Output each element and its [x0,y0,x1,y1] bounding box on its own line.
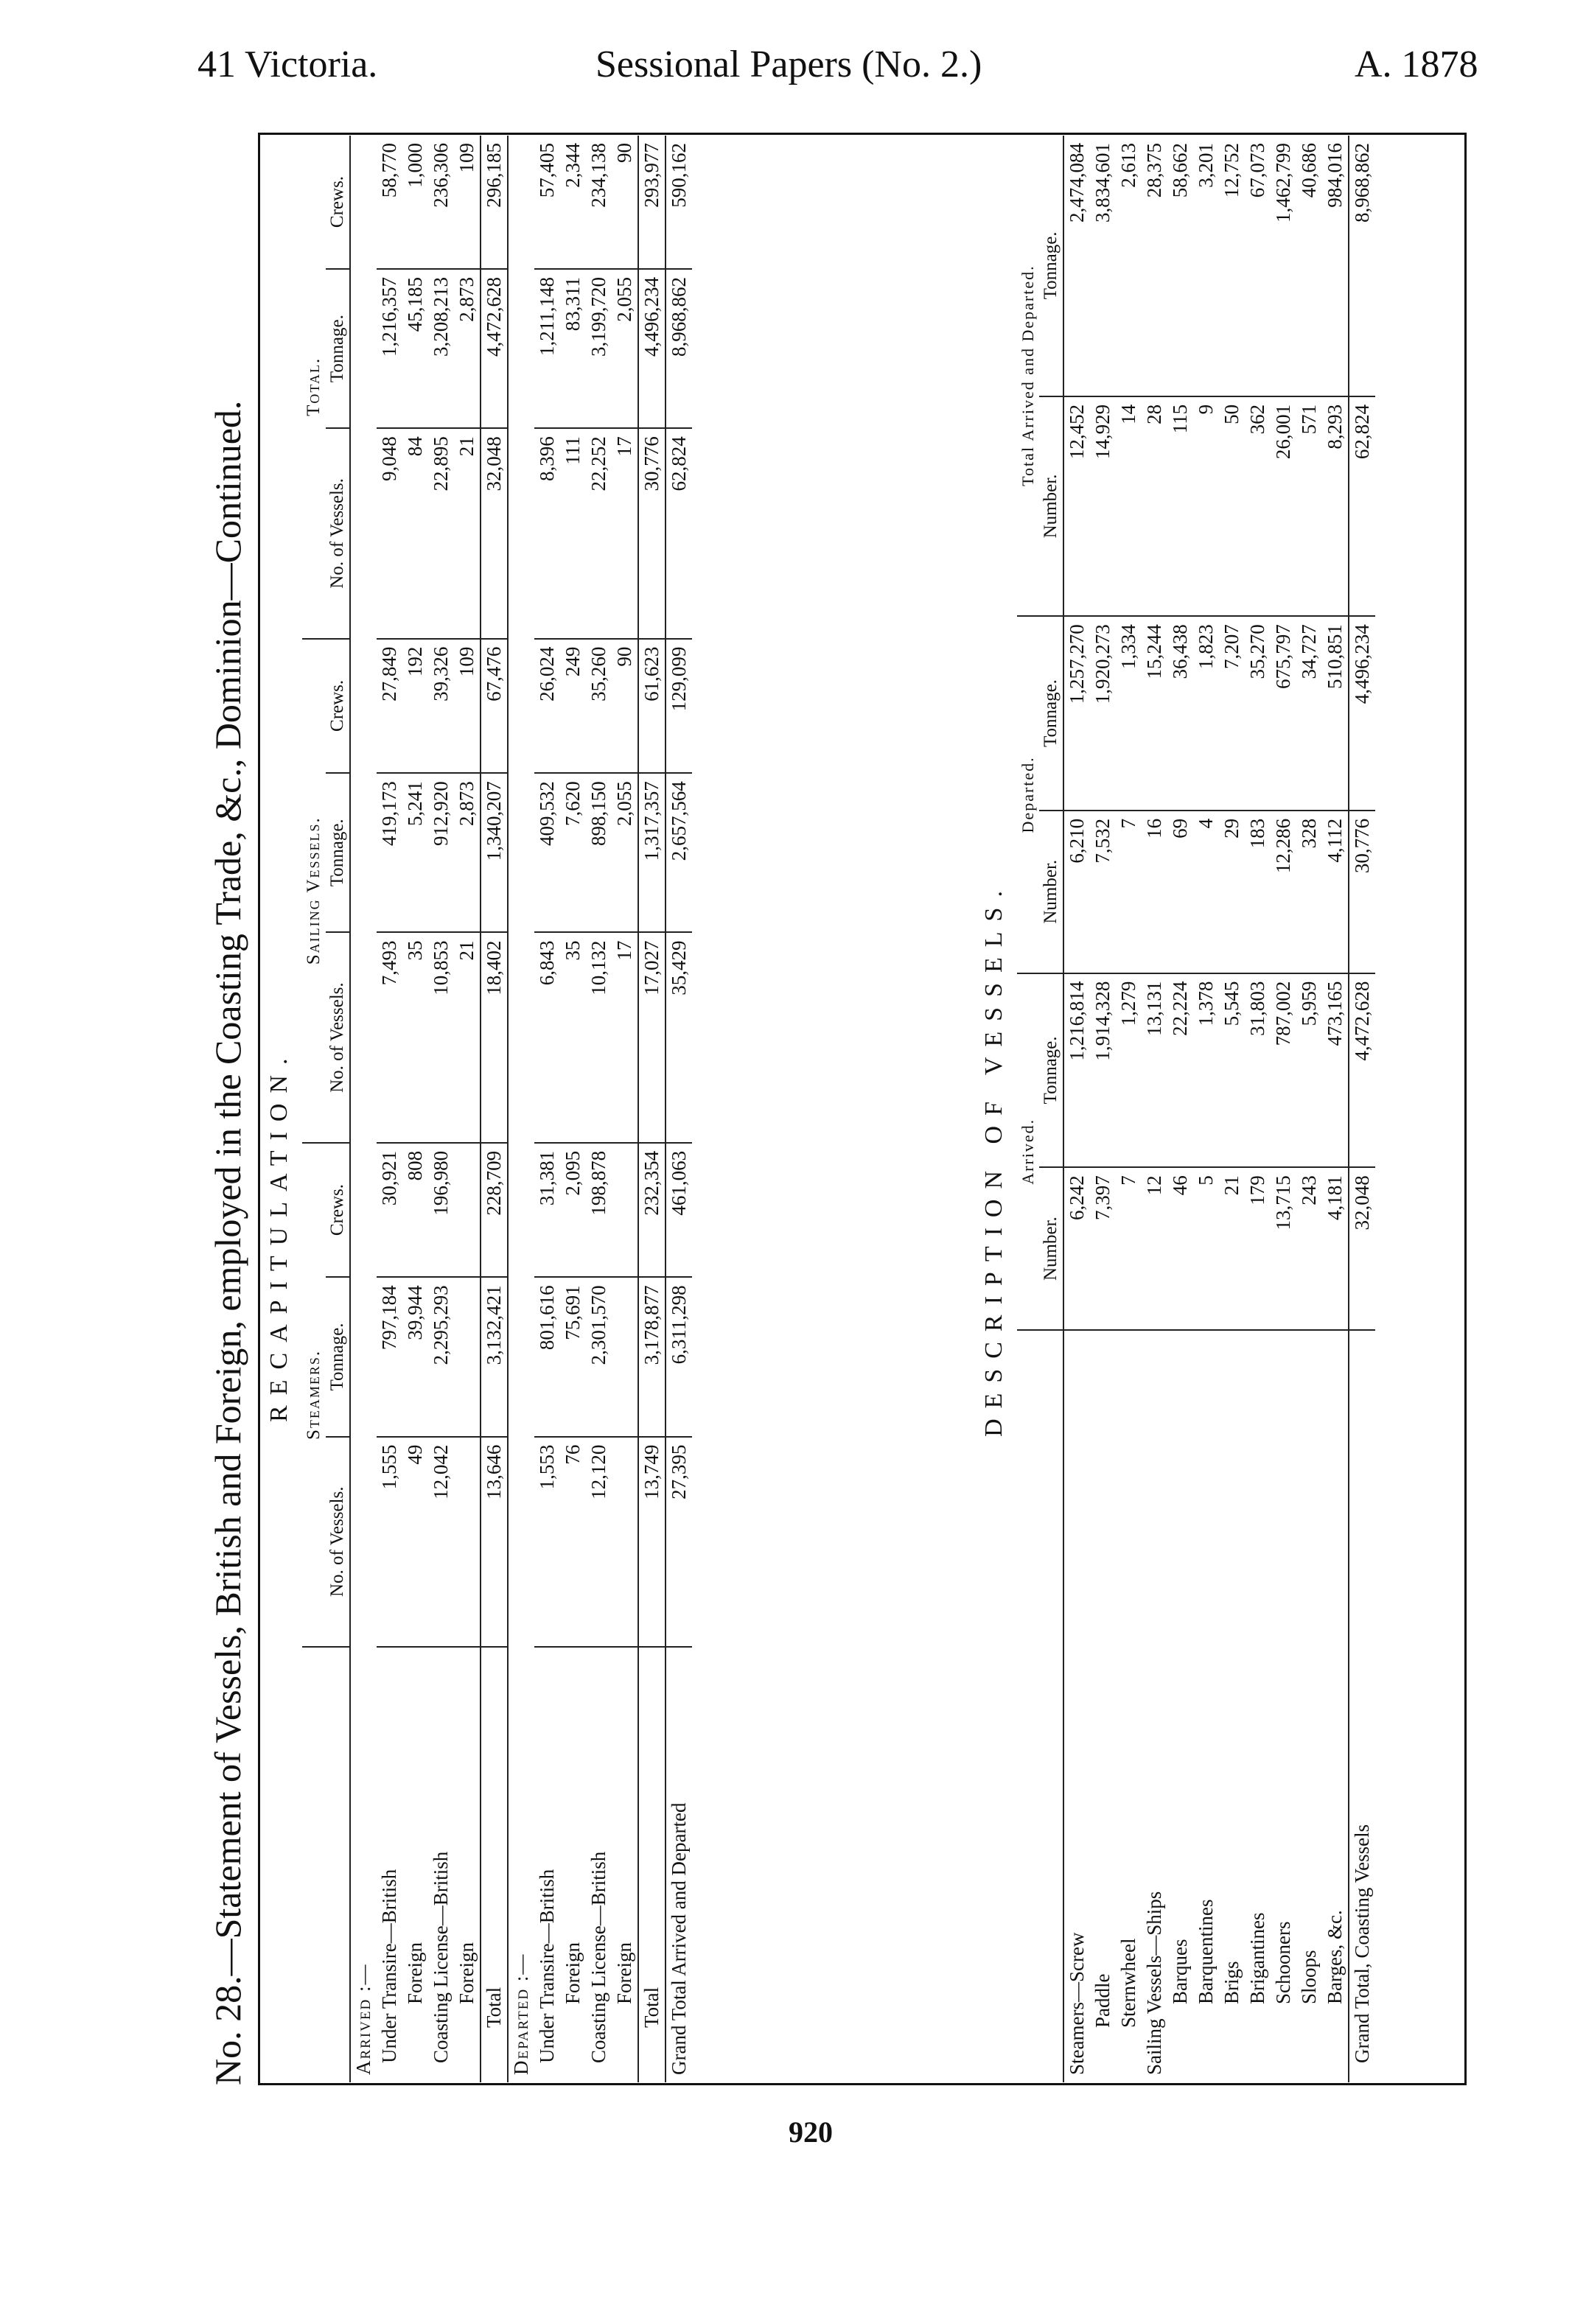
col-header: Tonnage. [1039,136,1063,396]
cell-value: 328 [1296,811,1322,973]
cell-value [454,1277,481,1436]
cell-value: 228,709 [481,1143,508,1278]
cell-value: 7,493 [377,932,402,1142]
cell-value: 14 [1116,396,1142,616]
row-label: Schooners [1272,1921,1294,2004]
cell-value: 196,980 [428,1143,454,1278]
cell-value: 109 [454,136,481,269]
cell-value: 31,381 [534,1143,560,1278]
cell-value: 26,001 [1271,396,1296,616]
row-label: Under Transire—British [536,1869,558,2063]
row-label: Coasting License—British [587,1851,609,2063]
cell-value: 183 [1245,811,1271,973]
cell-value: 2,474,084 [1063,136,1090,396]
cell-value: 17 [612,932,638,1142]
cell-value: 8,968,862 [666,269,692,428]
row-label: Grand Total, Coasting Vessels [1349,1330,1375,2082]
cell-value: 6,210 [1063,811,1090,973]
cell-value: 675,797 [1271,616,1296,811]
cell-value: 3,834,601 [1090,136,1116,396]
table-row [1063,136,1090,2082]
cell-value: 1,216,814 [1063,973,1090,1168]
cell-value: 62,824 [1349,396,1375,616]
rotated-table-sheet [206,133,1474,2085]
cell-value: 4,496,234 [638,269,666,428]
row-label: Sailing Vessels—Ships [1143,1891,1165,2075]
row-label: Foreign [613,1942,635,2004]
cell-value: 7 [1116,1167,1142,1330]
cell-value: 83,311 [560,269,586,428]
cell-value: 1,920,273 [1090,616,1116,811]
col-header: Tonnage. [326,773,350,932]
cell-value: 461,063 [666,1143,692,1278]
table-row [1296,136,1322,2082]
cell-value: 76 [560,1437,586,1647]
cell-value: 45,185 [402,269,428,428]
cell-value: 2,055 [612,773,638,932]
cell-value: 1,340,207 [481,773,508,932]
cell-value: 15,244 [1142,616,1167,811]
cell-value: 4,472,628 [481,269,508,428]
cell-value: 28,375 [1142,136,1167,396]
cell-value: 18,402 [481,932,508,1142]
cell-value: 39,944 [402,1277,428,1436]
cell-value: 57,405 [534,136,560,269]
cell-value: 21 [454,428,481,638]
cell-value: 2,657,564 [666,773,692,932]
recapitulation-table [302,136,692,2082]
cell-value: 12 [1142,1167,1167,1330]
cell-value: 4,112 [1322,811,1349,973]
cell-value: 36,438 [1167,616,1193,811]
col-header: Tonnage. [326,269,350,428]
cell-value: 198,878 [586,1143,612,1278]
cell-value: 236,306 [428,136,454,269]
col-header: Number. [1039,811,1063,973]
cell-value: 9 [1193,396,1219,616]
table-row [612,136,638,2082]
table-row [402,136,428,2082]
cell-value: 1,279 [1116,973,1142,1168]
table-row [1116,136,1142,2082]
cell-value: 13,131 [1142,973,1167,1168]
cell-value: 40,686 [1296,136,1322,396]
col-header: Tonnage. [1039,616,1063,811]
cell-value: 35,429 [666,932,692,1142]
cell-value: 6,843 [534,932,560,1142]
cell-value: 10,853 [428,932,454,1142]
cell-value: 13,646 [481,1437,508,1647]
cell-value [454,1437,481,1647]
cell-value: 22,252 [586,428,612,638]
cell-value: 12,042 [428,1437,454,1647]
row-label: Barges, &c. [1324,1910,1346,2004]
group-departed: Departed. [1017,616,1039,973]
cell-value: 797,184 [377,1277,402,1436]
table-row [1193,136,1219,2082]
page-number: 920 [789,2115,833,2149]
cell-value: 249 [560,639,586,774]
cell-value: 49 [402,1437,428,1647]
cell-value: 3,199,720 [586,269,612,428]
table-row [428,136,454,2082]
cell-value: 61,623 [638,639,666,774]
cell-value: 179 [1245,1167,1271,1330]
cell-value: 1,553 [534,1437,560,1647]
cell-value: 8,293 [1322,396,1349,616]
cell-value: 129,099 [666,639,692,774]
row-label: Under Transire—British [378,1869,400,2063]
cell-value: 4,496,234 [1349,616,1375,811]
cell-value: 30,776 [638,428,666,638]
group-total: Total. [302,136,326,639]
cell-value: 29 [1219,811,1245,973]
cell-value: 16 [1142,811,1167,973]
col-header: Tonnage. [1039,973,1063,1168]
cell-value: 17,027 [638,932,666,1142]
cell-value: 2,055 [612,269,638,428]
group-total-arrived-departed: Total Arrived and Departed. [1017,136,1039,616]
cell-value: 13,749 [638,1437,666,1647]
table-row [377,136,402,2082]
cell-value: 1,334 [1116,616,1142,811]
table-row [1349,136,1375,2082]
cell-value: 1,317,357 [638,773,666,932]
cell-value: 35 [402,932,428,1142]
cell-value: 26,024 [534,639,560,774]
col-header: Crews. [326,1143,350,1278]
table-row [586,136,612,2082]
cell-value: 473,165 [1322,973,1349,1168]
table-row [508,136,534,2082]
cell-value: 67,476 [481,639,508,774]
cell-value [612,1437,638,1647]
cell-value: 1,462,799 [1271,136,1296,396]
cell-value: 12,286 [1271,811,1296,973]
cell-value: 801,616 [534,1277,560,1436]
section-label: Arrived :— [352,1963,374,2075]
cell-value: 31,803 [1245,973,1271,1168]
cell-value: 243 [1296,1167,1322,1330]
row-label: Foreign [404,1942,426,2004]
table-row [1271,136,1296,2082]
cell-value: 22,895 [428,428,454,638]
cell-value: 787,002 [1271,973,1296,1168]
cell-value: 1,914,328 [1090,973,1116,1168]
cell-value: 808 [402,1143,428,1278]
cell-value: 84 [402,428,428,638]
cell-value: 1,216,357 [377,269,402,428]
description-table [1017,136,1375,2082]
col-header: Number. [1039,396,1063,616]
cell-value: 7,532 [1090,811,1116,973]
cell-value: 67,073 [1245,136,1271,396]
cell-value: 69 [1167,811,1193,973]
row-label: Paddle [1091,1973,1114,2028]
table-row [560,136,586,2082]
col-header: No. of Vessels. [326,1437,350,1647]
cell-value: 232,354 [638,1143,666,1278]
table-row [1219,136,1245,2082]
cell-value: 27,395 [666,1437,692,1647]
cell-value: 6,311,298 [666,1277,692,1436]
table-row [666,136,692,2082]
cell-value: 1,378 [1193,973,1219,1168]
cell-value: 58,662 [1167,136,1193,396]
row-label: Foreign [562,1942,584,2004]
col-header: No. of Vessels. [326,428,350,638]
cell-value: 32,048 [1349,1167,1375,1330]
cell-value: 2,295,293 [428,1277,454,1436]
row-label: Grand Total Arrived and Departed [666,1647,692,2082]
cell-value: 2,344 [560,136,586,269]
row-label: Total [481,1647,508,2082]
cell-value: 13,715 [1271,1167,1296,1330]
cell-value: 32,048 [481,428,508,638]
table-row [1142,136,1167,2082]
table-row [1090,136,1116,2082]
recap-banner: RECAPITULATION. [265,1048,293,1422]
cell-value [454,1143,481,1278]
running-head-center: Sessional Papers (No. 2.) [595,43,982,85]
cell-value: 8,396 [534,428,560,638]
cell-value: 8,968,862 [1349,136,1375,396]
cell-value: 7,207 [1219,616,1245,811]
table-row [1245,136,1271,2082]
cell-value: 90 [612,136,638,269]
row-label: Brigs [1220,1961,1243,2004]
cell-value: 4,181 [1322,1167,1349,1330]
row-label: Sternwheel [1117,1938,1139,2028]
cell-value: 5 [1193,1167,1219,1330]
cell-value: 1,555 [377,1437,402,1647]
cell-value: 234,138 [586,136,612,269]
cell-value: 34,727 [1296,616,1322,811]
cell-value: 9,048 [377,428,402,638]
cell-value: 6,242 [1063,1167,1090,1330]
cell-value: 39,326 [428,639,454,774]
cell-value: 30,921 [377,1143,402,1278]
group-arrived: Arrived. [1017,973,1039,1330]
cell-value: 10,132 [586,932,612,1142]
cell-value: 3,178,877 [638,1277,666,1436]
cell-value: 1,211,148 [534,269,560,428]
cell-value: 1,823 [1193,616,1219,811]
row-label: Steamers—Screw [1066,1932,1088,2075]
table-row [350,136,377,2082]
cell-value: 510,851 [1322,616,1349,811]
cell-value: 2,301,570 [586,1277,612,1436]
row-label: Total [638,1647,666,2082]
col-header: Number. [1039,1167,1063,1330]
cell-value: 192 [402,639,428,774]
cell-value: 5,959 [1296,973,1322,1168]
cell-value: 7,397 [1090,1167,1116,1330]
table-row [1322,136,1349,2082]
col-header: No. of Vessels. [326,932,350,1142]
section-label: Departed :— [510,1953,532,2075]
cell-value: 293,977 [638,136,666,269]
cell-value: 62,824 [666,428,692,638]
cell-value: 35,260 [586,639,612,774]
cell-value: 111 [560,428,586,638]
table-title: No. 28.—Statement of Vessels, British and Foreign, employed in the Coasting Trade, &c., Dominion—Continued. [207,400,248,2085]
row-label: Coasting License—British [430,1851,452,2063]
cell-value: 58,770 [377,136,402,269]
cell-value: 50 [1219,396,1245,616]
cell-value: 46 [1167,1167,1193,1330]
cell-value: 409,532 [534,773,560,932]
cell-value: 1,000 [402,136,428,269]
table-row [454,136,481,2082]
cell-value: 14,929 [1090,396,1116,616]
cell-value: 35,270 [1245,616,1271,811]
cell-value: 21 [1219,1167,1245,1330]
cell-value: 21 [454,932,481,1142]
cell-value: 984,016 [1322,136,1349,396]
cell-value: 571 [1296,396,1322,616]
table-row [638,136,666,2082]
cell-value: 2,095 [560,1143,586,1278]
cell-value: 2,873 [454,773,481,932]
table-row [481,136,508,2082]
row-label: Barquentines [1195,1899,1217,2004]
cell-value: 30,776 [1349,811,1375,973]
cell-value: 2,613 [1116,136,1142,396]
cell-value: 362 [1245,396,1271,616]
cell-value: 5,545 [1219,973,1245,1168]
row-label: Sloops [1298,1950,1320,2004]
cell-value: 35 [560,932,586,1142]
cell-value: 2,873 [454,269,481,428]
group-steamers: Steamers. [302,1143,326,1647]
cell-value: 419,173 [377,773,402,932]
cell-value: 5,241 [402,773,428,932]
col-header: Crews. [326,136,350,269]
running-head-left: 41 Victoria. [198,43,378,85]
description-banner: DESCRIPTION OF VESSELS. [980,881,1007,1437]
cell-value: 109 [454,639,481,774]
cell-value: 12,752 [1219,136,1245,396]
cell-value: 115 [1167,396,1193,616]
cell-value: 296,185 [481,136,508,269]
cell-value: 3,132,421 [481,1277,508,1436]
cell-value: 912,920 [428,773,454,932]
cell-value: 17 [612,428,638,638]
cell-value: 3,201 [1193,136,1219,396]
table-row [534,136,560,2082]
cell-value [612,1277,638,1436]
col-header: Tonnage. [326,1277,350,1436]
cell-value: 12,452 [1063,396,1090,616]
row-label: Barques [1169,1939,1191,2004]
row-label: Brigantines [1246,1912,1268,2004]
cell-value: 12,120 [586,1437,612,1647]
cell-value: 28 [1142,396,1167,616]
cell-value: 4,472,628 [1349,973,1375,1168]
cell-value: 898,150 [586,773,612,932]
cell-value: 7,620 [560,773,586,932]
cell-value: 27,849 [377,639,402,774]
cell-value: 75,691 [560,1277,586,1436]
cell-value: 1,257,270 [1063,616,1090,811]
table-row [1167,136,1193,2082]
cell-value: 3,208,213 [428,269,454,428]
cell-value: 7 [1116,811,1142,973]
row-label: Foreign [455,1942,478,2004]
cell-value: 4 [1193,811,1219,973]
running-head-right: A. 1878 [1355,43,1478,85]
cell-value [612,1143,638,1278]
group-sailing: Sailing Vessels. [302,639,326,1143]
cell-value: 22,224 [1167,973,1193,1168]
cell-value: 90 [612,639,638,774]
cell-value: 590,162 [666,136,692,269]
col-header: Crews. [326,639,350,774]
